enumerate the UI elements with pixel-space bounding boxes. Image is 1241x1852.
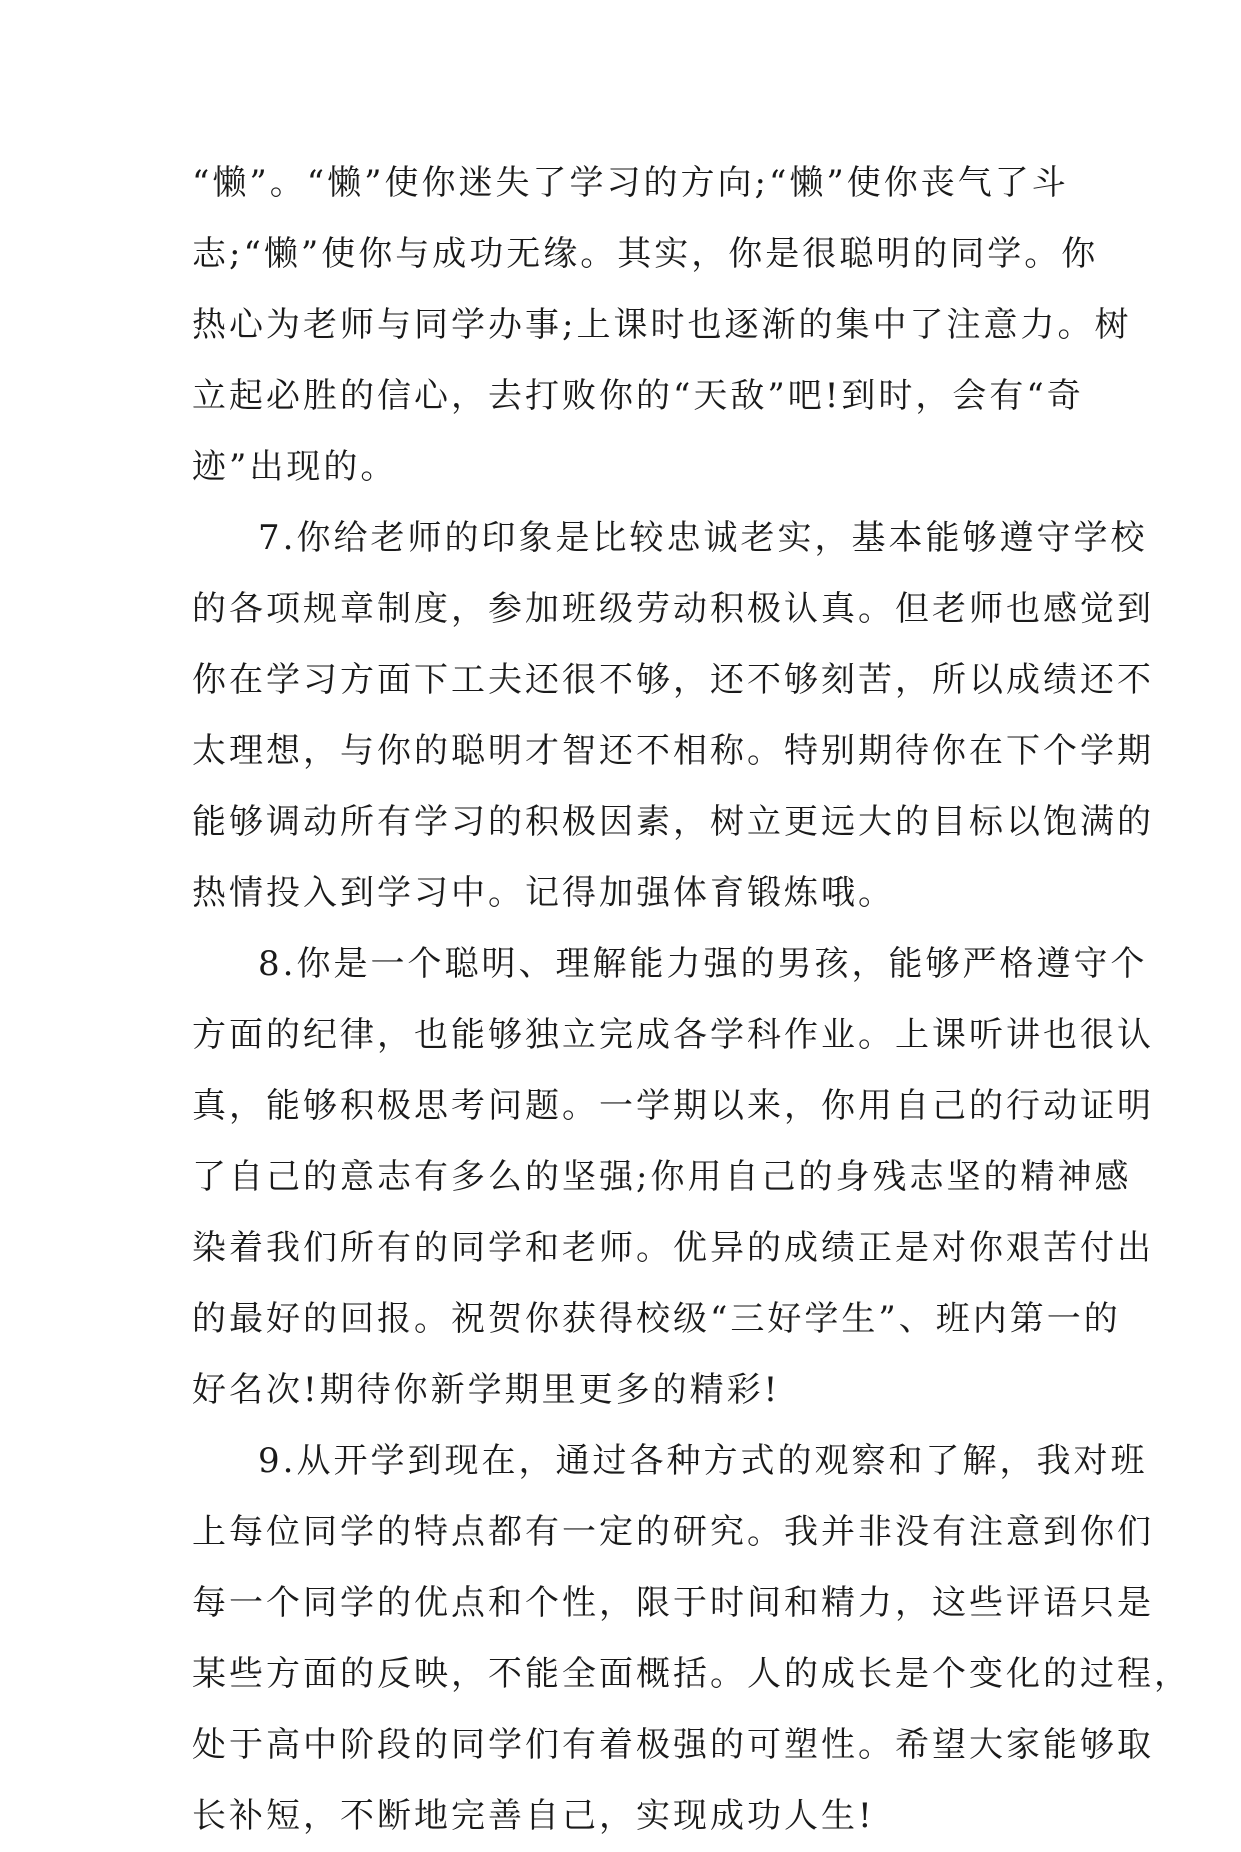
- document-body: [192, 148, 1191, 1852]
- text-line: 8.你是一个聪明、理解能力强的男孩，能够严格遵守个: [258, 944, 1148, 984]
- text-line: 方面的纪律，也能够独立完成各学科作业。上课听讲也很认: [192, 1015, 1154, 1055]
- text-line: 真，能够积极思考问题。一学期以来，你用自己的行动证明: [192, 1086, 1154, 1126]
- text-line: 每一个同学的优点和个性，限于时间和精力，这些评语只是: [192, 1583, 1154, 1623]
- text-line: 好名次!期待你新学期里更多的精彩!: [192, 1370, 781, 1410]
- text-line: 长补短，不断地完善自己，实现成功人生!: [192, 1796, 875, 1836]
- text-line: 9.从开学到现在，通过各种方式的观察和了解，我对班: [258, 1441, 1148, 1481]
- text-line: 某些方面的反映，不能全面概括。人的成长是个变化的过程，: [192, 1654, 1191, 1694]
- text-line: 上每位同学的特点都有一定的研究。我并非没有注意到你们: [192, 1512, 1154, 1552]
- paragraph-item-8: [192, 929, 1154, 1426]
- text-line: 立起必胜的信心，去打败你的“天敌”吧!到时，会有“奇: [192, 376, 1084, 416]
- text-line: 志;“懒”使你与成功无缘。其实，你是很聪明的同学。你: [192, 234, 1099, 274]
- text-line: 处于高中阶段的同学们有着极强的可塑性。希望大家能够取: [192, 1725, 1154, 1765]
- text-line: 染着我们所有的同学和老师。优异的成绩正是对你艰苦付出: [192, 1228, 1154, 1268]
- paragraph-item-7: [192, 503, 1154, 929]
- text-line: “懒”。“懒”使你迷失了学习的方向;“懒”使你丧气了斗: [192, 163, 1069, 203]
- text-line: 热心为老师与同学办事;上课时也逐渐的集中了注意力。树: [192, 305, 1132, 345]
- text-line: 能够调动所有学习的积极因素，树立更远大的目标以饱满的: [192, 802, 1154, 842]
- text-line: 太理想，与你的聪明才智还不相称。特别期待你在下个学期: [192, 731, 1154, 771]
- paragraph-1: [192, 148, 1132, 503]
- text-line: 7.你给老师的印象是比较忠诚老实，基本能够遵守学校: [258, 518, 1148, 558]
- text-line: 了自己的意志有多么的坚强;你用自己的身残志坚的精神感: [192, 1157, 1132, 1197]
- text-line: 热情投入到学习中。记得加强体育锻炼哦。: [192, 873, 895, 913]
- text-line: 的各项规章制度，参加班级劳动积极认真。但老师也感觉到: [192, 589, 1154, 629]
- text-line: 迹”出现的。: [192, 447, 398, 487]
- text-line: 你在学习方面下工夫还很不够，还不够刻苦，所以成绩还不: [192, 660, 1154, 700]
- text-line: 的最好的回报。祝贺你获得校级“三好学生”、班内第一的: [192, 1299, 1121, 1339]
- paragraph-item-9: [192, 1426, 1191, 1852]
